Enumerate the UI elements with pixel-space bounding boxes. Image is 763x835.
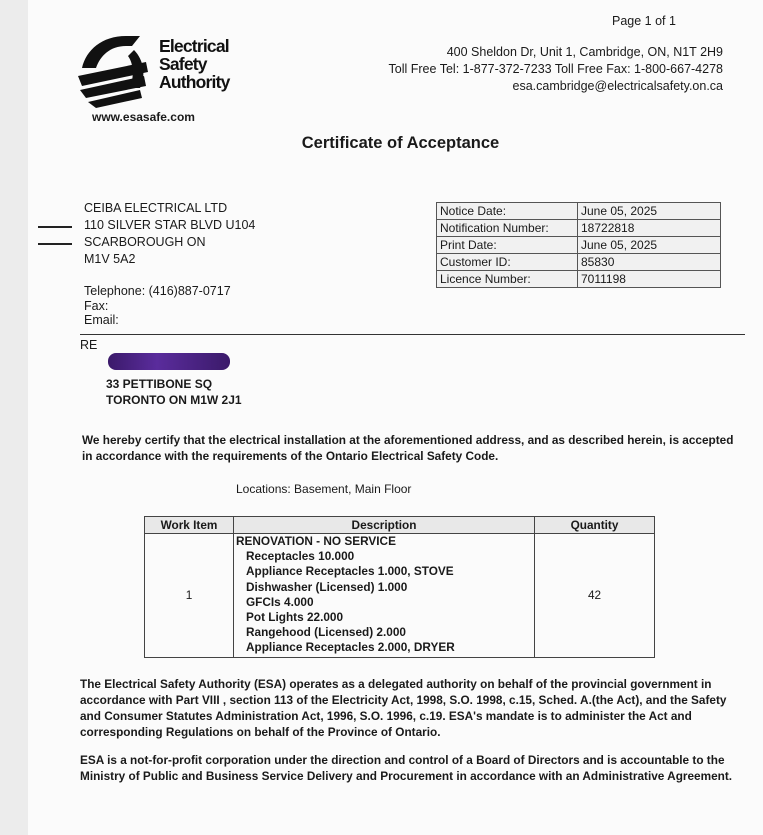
margin-mark [38, 226, 72, 228]
header-work-item: Work Item [145, 517, 234, 534]
recipient-city: SCARBOROUGH ON [84, 235, 206, 249]
notice-info-table [436, 202, 721, 288]
esa-mandate-paragraph: The Electrical Safety Authority (ESA) operates as a delegated authority on behalf of the provincial government in accordance with Part VIII , section 113 of the Electricity Act, 1998, S.O. 1998, c.15, Sched. A.(the Act), and the Safety and Consumer Statutes Administration Act, 1996, S.O. 1996, c.19. ESA's mandate is to administer the Act and corresponding Regulations on behalf of the Province of Ontario. [80, 677, 727, 739]
recipient-street: 110 SILVER STAR BLVD U104 [84, 218, 256, 232]
brand-line-3: Authority [159, 72, 230, 92]
recipient-email: Email: [84, 313, 119, 327]
notice-value: 85830 [578, 254, 721, 271]
notice-label: Notification Number: [437, 220, 578, 237]
work-description [234, 534, 535, 658]
site-street: 33 PETTIBONE SQ [106, 377, 213, 391]
esa-phones: Toll Free Tel: 1-877-372-7233 Toll Free Fax: 1-800-667-4278 [388, 62, 723, 76]
recipient-address [84, 200, 255, 268]
description-line: RENOVATION - NO SERVICE [236, 534, 396, 548]
esa-logo-icon [74, 32, 164, 112]
description-line: Pot Lights 22.000 [246, 610, 344, 625]
description-line: Appliance Receptacles 2.000, DRYER [246, 640, 455, 655]
recipient-name: CEIBA ELECTRICAL LTD [84, 201, 228, 215]
margin-mark [38, 243, 72, 245]
table-row [145, 534, 655, 658]
site-city: TORONTO ON M1W 2J1 [106, 393, 242, 407]
description-line: Appliance Receptacles 1.000, STOVE [246, 564, 454, 579]
notice-row [437, 237, 721, 254]
recipient-postal: M1V 5A2 [84, 252, 136, 266]
table-header-row [145, 517, 655, 534]
esa-contact-block [389, 44, 723, 95]
certificate-page [28, 0, 763, 835]
divider [80, 334, 745, 335]
notice-label: Customer ID: [437, 254, 578, 271]
description-line: GFCIs 4.000 [246, 594, 314, 609]
nonprofit-paragraph: ESA is a not-for-profit corporation under the direction and control of a Board of Directors and is accountable to the Ministry of Public and Business Service Delivery and Procurement in accordance with an Administrative Agreement. [80, 753, 733, 783]
re-label: RE [80, 338, 98, 352]
notice-row [437, 254, 721, 271]
recipient-contact [84, 284, 231, 328]
page-number: Page 1 of 1 [612, 14, 676, 28]
notice-value: June 05, 2025 [578, 203, 721, 220]
brand-line-1: Electrical [159, 36, 229, 56]
brand-line-2: Safety [159, 54, 207, 74]
notice-label: Notice Date: [437, 203, 578, 220]
notice-value: 18722818 [578, 220, 721, 237]
notice-row [437, 271, 721, 288]
brand-name [159, 37, 230, 91]
document-title: Certificate of Acceptance [301, 134, 500, 152]
work-item-number: 1 [145, 534, 234, 658]
description-line: Rangehood (Licensed) 2.000 [246, 625, 406, 640]
redaction-mark [108, 353, 230, 370]
header-quantity: Quantity [535, 517, 655, 534]
site-address [106, 376, 242, 408]
notice-row [437, 220, 721, 237]
notice-label: Print Date: [437, 237, 578, 254]
notice-label: Licence Number: [437, 271, 578, 288]
description-line: Dishwasher (Licensed) 1.000 [246, 579, 408, 594]
description-line: Receptacles 10.000 [246, 549, 355, 564]
locations-text: Locations: Basement, Main Floor [236, 482, 412, 496]
certify-statement: We hereby certify that the electrical installation at the aforementioned address, and as described herein, is accepted in accordance with the requirements of the Ontario Electrical Safety Code. [82, 433, 734, 463]
work-quantity: 42 [535, 534, 655, 658]
notice-row [437, 203, 721, 220]
website-link[interactable]: www.esasafe.com [92, 110, 195, 124]
notice-value: June 05, 2025 [578, 237, 721, 254]
notice-value: 7011198 [578, 271, 721, 288]
work-items-table [144, 516, 655, 658]
recipient-telephone: Telephone: (416)887-0717 [84, 284, 231, 298]
esa-email[interactable]: esa.cambridge@electricalsafety.on.ca [512, 79, 723, 93]
esa-address: 400 Sheldon Dr, Unit 1, Cambridge, ON, N1T 2H9 [446, 45, 723, 59]
header-description: Description [234, 517, 535, 534]
recipient-fax: Fax: [84, 298, 109, 313]
